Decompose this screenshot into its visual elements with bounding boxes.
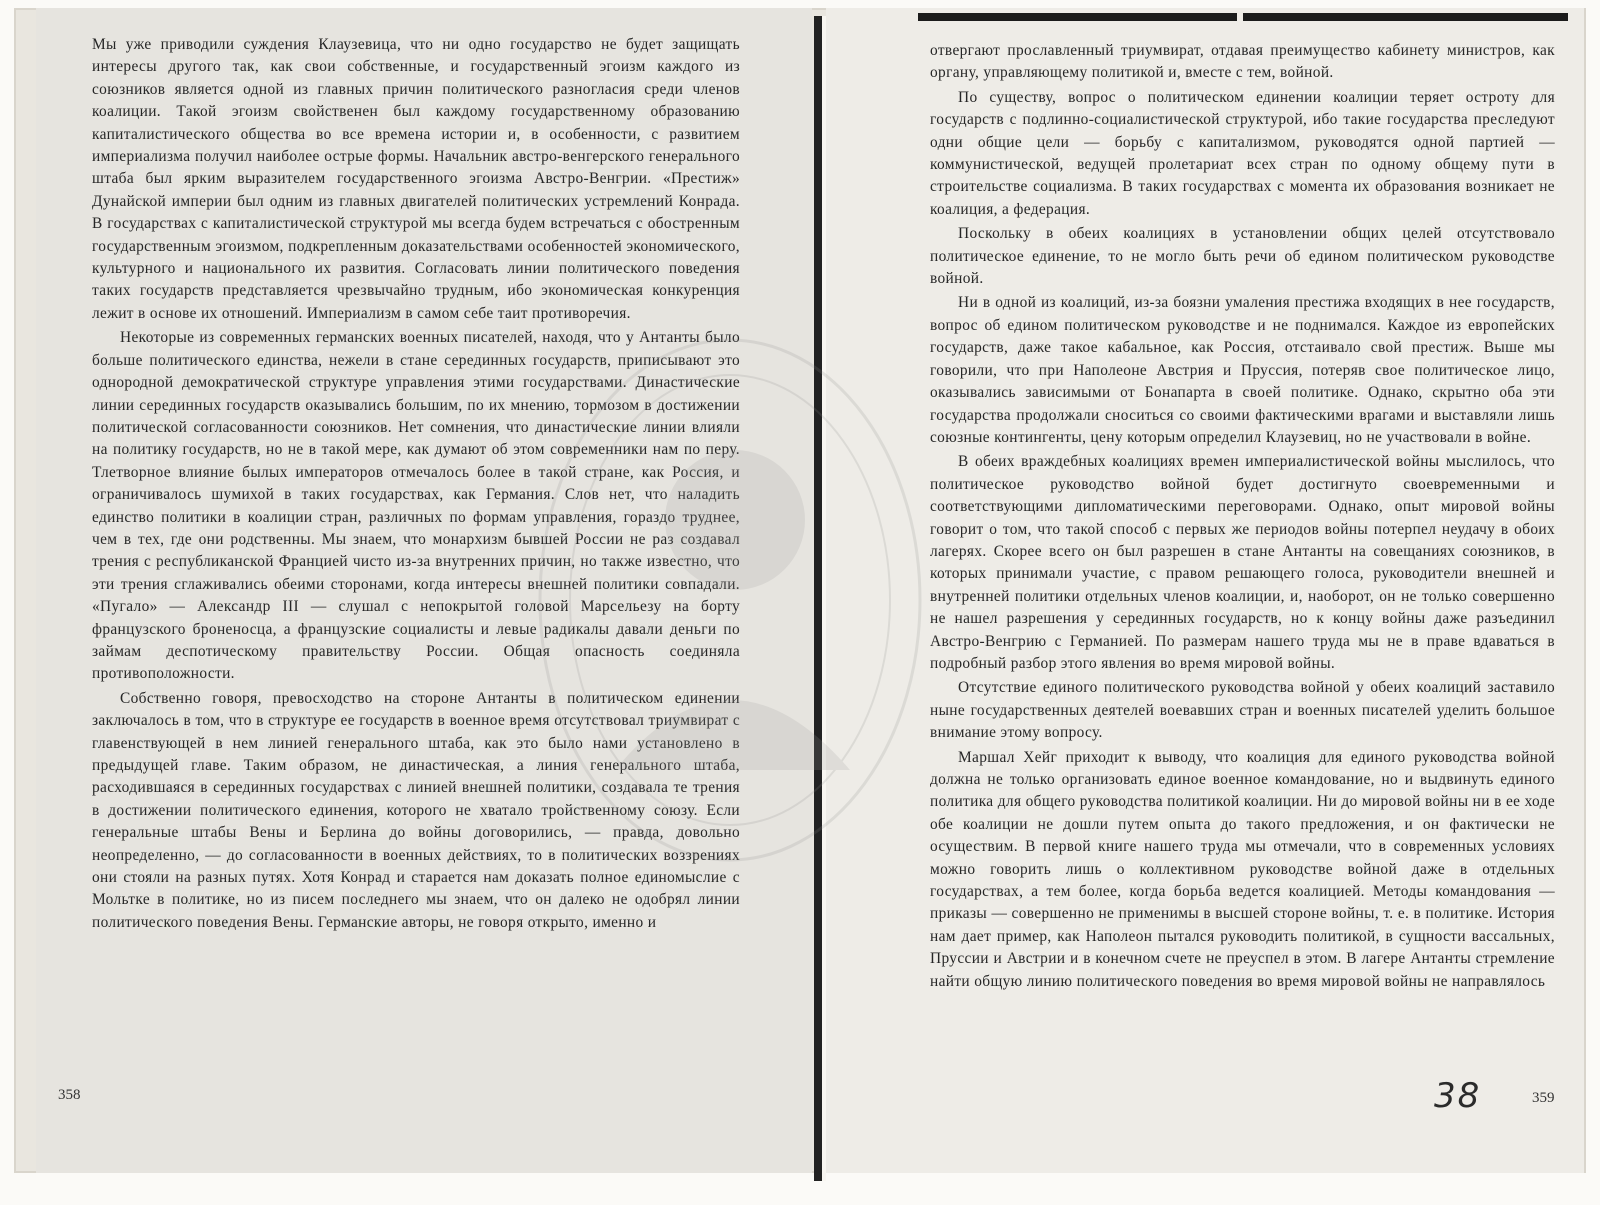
book-gutter xyxy=(814,16,822,1181)
right-paragraph-4: Ни в одной из коалиций, из-за боязни умаления престижа входящих в нее государств, вопрос об едином политическом руководстве и не поднимался. Каждое из европейских государств, даже такое кабальное, как Россия, отстаивало свой престиж. Выше мы говорили, что при Наполеоне Австрия и Пруссия, потеряв свое политическое лицо, оказывались зависимыми от Бонапарта в своей политике. Однако, скрытно оба эти государства продолжали сноситься со своими фактическими врагами и выставляли лишь союзные контингенты, цену которым определил Клаузевиц, но не участвовали в войне. xyxy=(930,294,1555,446)
right-paragraph-3: Поскольку в обеих коалициях в установлении общих целей отсутствовало политическое единение, то не могло быть речи об едином политическом руководстве войной. xyxy=(930,225,1555,288)
left-paragraph-1: Мы уже приводили суждения Клаузевица, что ни одно государство не будет защищать интересы другого так, как свои собственные, и государственный эгоизм каждого из союзников является одной из главных причин политического разногласия среди членов коалиции. Такой эгоизм свойственен был каждому государственному образованию капиталистического общества во все времена истории и, в особенности, с развитием империализма получил наиболее острые формы. Начальник австро-венгерского генерального штаба был ярким выразителем государственного эгоизма Австро-Венгрии. «Престиж» Дунайской империи был одним из главных двигателей политических устремлений Конрада. В государствах с капиталистической структурой мы всегда будем встречаться с обостренным государственным эгоизмом, подкрепленным доказательствами особенностей экономического, культурного и национального их развития. Согласовать линии политического поведения таких государств представляется чрезвычайно трудным, ибо экономическая конкуренция лежит в основе их отношений. Империализм в самом себе таит противоречия. xyxy=(92,36,740,322)
left-paragraph-2: Некоторые из современных германских военных писателей, находя, что у Антанты было больше политического единства, нежели в стане серединных государств, приписывают это однородной демократической структуре управления этими государствами. Династические линии серединных государств оказывались большим, по их мнению, тормозом в достижении политической согласованности союзников. Нет сомнения, что династические линии влияли на политику государств, но не в такой мере, как думают об этом современники нам по перу. Тлетворное влияние былых императоров отмечалось более в такой стране, как Россия, и ограничивалось шумихой в таких государствах, как Германия. Слов нет, что наладить единство политики в коалиции стран, различных по формам управления, гораздо труднее, чем в тех, где они родственны. Мы знаем, что монархизм бывшей России не раз создавал трения с республиканской Францией чисто из-за внутренних причин, но также известно, что эти трения сглаживались обеими сторонами, когда интересы внешней политики совпадали. «Пугало» — Александр III — слушал с непокрытой головой Марсельезу на борту французского броненосца, а французские социалисты и левые радикалы давали деньги по займам деспотическому правительству России. Общая опасность соединяла противоположности. xyxy=(92,329,740,683)
right-paragraph-7: Маршал Хейг приходит к выводу, что коалиция для единого руководства войной должна не только организовать единое военное командование, но и выдвинуть единого политика для общего руководства политикой коалиции. Ни до мировой войны ни в ее ходе обе коалиции не дошли путем опыта до такого предложения, и он фактически не осуществим. В первой книге нашего труда мы отмечали, что в современных условиях можно говорить лишь о коллективном руководстве войной даже в отдельных государствах, а тем более, когда борьба ведется коалицией. Методы командования — приказы — совершенно не применимы в высшей стороне войны, т. е. в политике. История нам дает пример, как Наполеон пытался руководить политикой, в сущности вассальных, Пруссии и Австрии и в конечном счете не преуспел в этом. В лагере Антанты стремление найти общую линию политического поведения во время мировой войны не направлялось xyxy=(930,748,1555,990)
top-band-gap xyxy=(1237,11,1243,23)
right-page-text xyxy=(930,40,1555,993)
book-spread xyxy=(14,8,1586,1173)
right-paragraph-6: Отсутствие единого политического руководства войной у обеих коалиций заставило ныне государственных деятелей воевавших стран и военных писателей уделить большое внимание этому вопросу. xyxy=(930,679,1555,742)
right-page-number: 359 xyxy=(1532,1090,1555,1106)
left-page xyxy=(36,8,812,1173)
left-page-number: 358 xyxy=(58,1087,81,1103)
left-paragraph-3: Собственно говоря, превосходство на стороне Антанты в политическом единении заключалось в том, что в структуре ее государств в военное время отсутствовал триумвират с главенствующей в нем линией генерального штаба, как это было нами установлено в предыдущей главе. Таким образом, не династическая, а линия генерального штаба, расходившаяся в серединных государствах с линией внешней политики, создавала те трения в достижении политического единения, которого не хватало тройственному союзу. Если генеральные штабы Вены и Берлина до войны договорились, — правда, довольно неопределенно, — до согласованности в военных действиях, то в политических воззрениях они стояли на разных путях. Хотя Конрад и старается нам доказать полное единомыслие с Мольтке в политике, но из писем последнего мы знаем, что он далеко не одобрял линии политического поведения Вены. Германские авторы, не говоря открыто, именно и xyxy=(92,689,740,931)
top-shadow-band xyxy=(918,13,1568,21)
right-paragraph-2: По существу, вопрос о политическом единении коалиции теряет остроту для государств с подлинно-социалистической структурой, ибо такие государства преследуют одни общие цели — борьбу с капитализмом, руководятся одной партией — коммунистической, ведущей пролетариат всех стран по одному общему пути в строительстве социализма. В таких государствах с момента их образования возникает не коалиция, а федерация. xyxy=(930,88,1555,218)
right-paragraph-5: В обеих враждебных коалициях времен империалистической войны мыслилось, что политическое руководство войной будет достигнуто своевременными и соответствующими дипломатическими переговорами. Однако, опыт мировой войны говорит о том, что такой способ с первых же периодов войны потерпел неудачу в обоих лагерях. Скорее всего он был разрешен в стане Антанты на совещаниях союзников, в которых принимали участие, с правом решающего голоса, руководители внешней и внутренней политики отдельных членов коалиции, и, наоборот, он не только совершенно не нашел разрешения у серединных государств, но к концу войны даже разъединил Австро-Венгрию с Германией. По размерам нашего труда мы не в праве вдаваться в подробный разбор этого явления во время мировой войны. xyxy=(930,453,1555,672)
left-page-text xyxy=(92,34,740,934)
right-page xyxy=(826,8,1584,1173)
right-paragraph-1: отвергают прославленный триумвират, отдавая преимущество кабинету министров, как органу, управляющему политикой и, вместе с тем, войной. xyxy=(930,42,1555,82)
handwritten-note: 38 xyxy=(1434,1076,1482,1116)
